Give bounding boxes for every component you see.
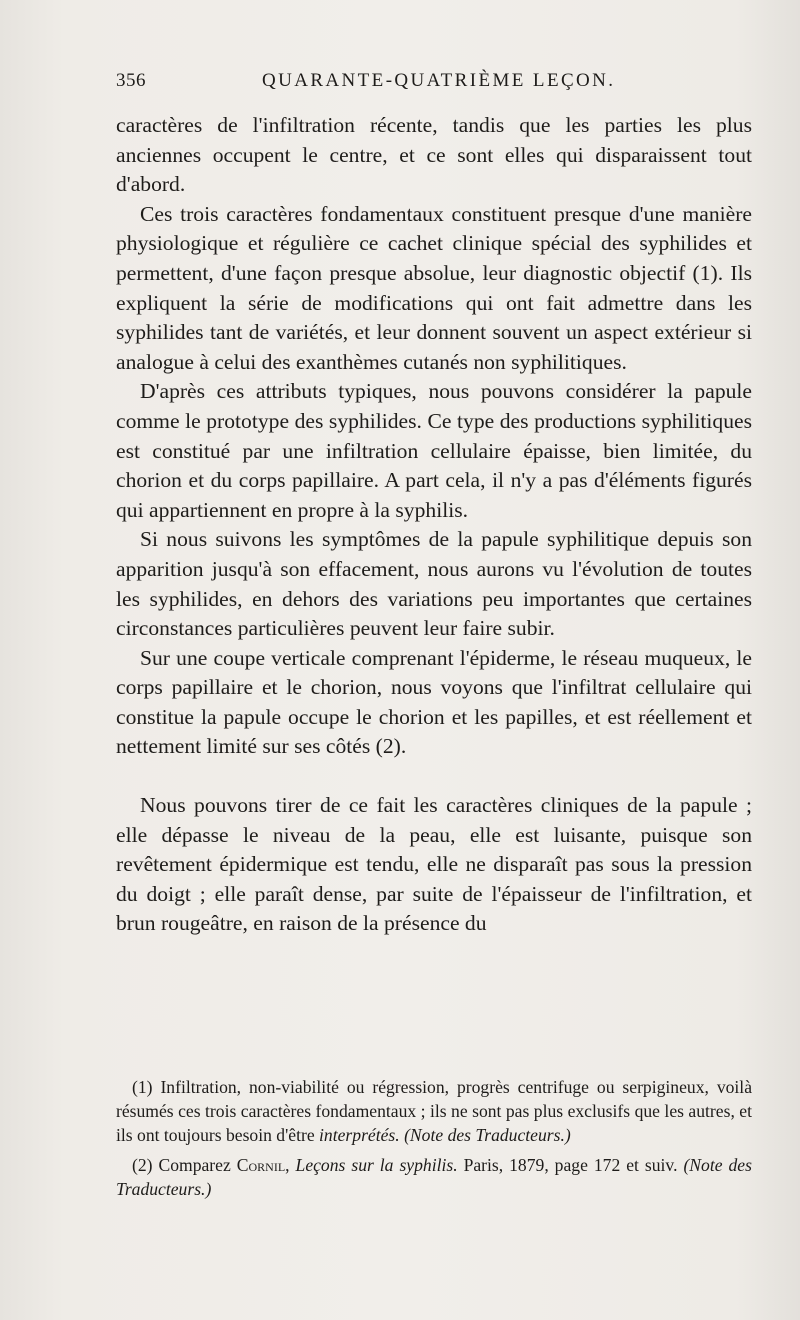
footnote-note: (Note des Traducteurs.) <box>116 1155 752 1199</box>
paragraph: Ces trois caractères fondamentaux constituent presque d'une manière physiologique et régulière ce cachet clinique spécial des syphilides et permettent, d'une façon presque absolue, leur diagnostic objectif (1). Ils expliquent la série de modifications qui ont fait admettre dans les syphilides tant de variétés, et leur donnent souvent un aspect extérieur si analogue à celui des exanthèmes cutanés non syphilitiques. <box>116 201 752 374</box>
running-header <box>116 70 752 104</box>
footnote-1 <box>116 1075 752 1147</box>
footnote-2 <box>116 1153 752 1201</box>
footnote-work: Leçons sur la syphilis. <box>295 1155 458 1175</box>
footnote-lead: Comparez <box>158 1155 231 1175</box>
footnote-author: Cornil, <box>236 1155 290 1175</box>
paragraph: D'après ces attributs typiques, nous pouvons considérer la papule comme le prototype des syphilides. Ce type des productions syphilitiques est constitué par une infiltration cellulaire épaisse, bien limitée, du chorion et du corps papillaire. A part cela, il n'y a pas d'éléments figurés qui appartiennent en propre à la syphilis. <box>116 379 752 522</box>
paragraph: Nous pouvons tirer de ce fait les caractères cliniques de la papule ; elle dépasse le niveau de la peau, elle est luisante, puisque son revêtement épidermique est tendu, elle ne disparaît pas sous la pression du doigt ; elle paraît dense, par suite de l'épaisseur de l'infiltration, et brun rougeâtre, en raison de la présence du <box>116 793 752 936</box>
paragraph-continued: caractères de l'infiltration récente, tandis que les parties les plus anciennes occupent le centre, et ce sont elles qui disparaissent tout d'abord. <box>116 113 752 197</box>
running-title: QUARANTE-QUATRIÈME LEÇON. <box>262 70 616 91</box>
paragraph: Sur une coupe verticale comprenant l'épiderme, le réseau muqueux, le corps papillaire et le chorion, nous voyons que l'infiltrat cellulaire qui constitue la papule occupe le chorion et les papilles, et est réellement et nettement limité sur ses côtés (2). <box>116 645 752 759</box>
page-number: 356 <box>116 70 146 91</box>
paragraph: Si nous suivons les symptômes de la papule syphilitique depuis son apparition jusqu'à son effacement, nous aurons vu l'évolution de toutes les syphilides, en dehors des variations peu importantes que certaines circonstances particulières peuvent leur faire subir. <box>116 527 752 641</box>
footnote-rest: Paris, 1879, page 172 et suiv. <box>463 1155 678 1175</box>
footnote-text: Infiltration, non-viabilité ou régression, progrès centrifuge ou serpigineux, voilà résumés ces trois caractères fondamentaux ; ils ne sont pas plus exclusifs que les autres, et ils ont toujours besoin d'être <box>116 1077 752 1145</box>
footnote-emphasis: interprétés. <box>319 1125 400 1145</box>
footnote-marker: (2) <box>132 1155 153 1175</box>
footnote-marker: (1) <box>132 1077 153 1097</box>
footnotes <box>116 1075 752 1201</box>
body-text <box>116 111 752 939</box>
footnote-note: (Note des Traducteurs.) <box>404 1125 571 1145</box>
